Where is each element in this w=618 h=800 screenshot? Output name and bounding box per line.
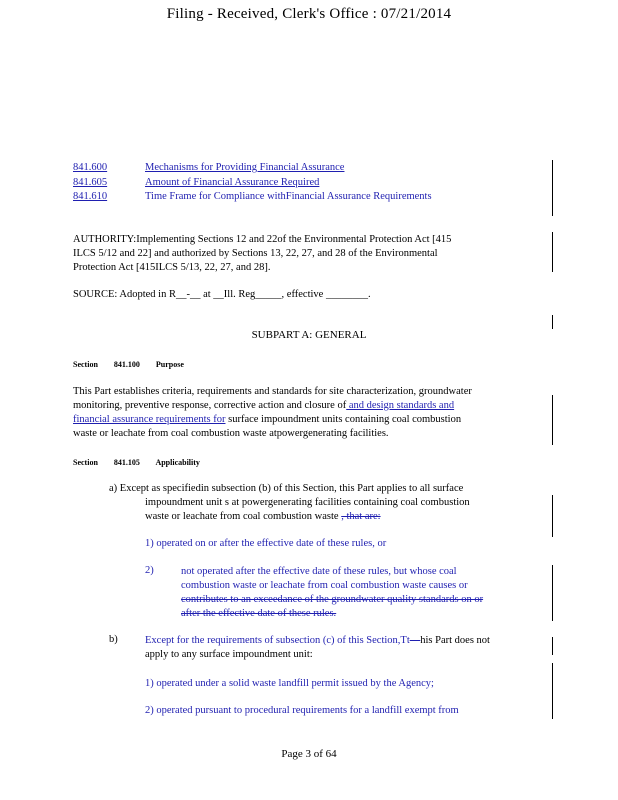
subitem-line: not operated after the effective date of these rules, but whose coal [181,566,457,577]
page-number: Page 3 of 64 [281,748,337,760]
item-b-label: b) [109,634,118,645]
item-a-paragraph [109,482,529,524]
change-bar [552,232,553,272]
section-number: 841.105 [113,458,140,467]
deleted-text: contributes to an exceedance of the groundwater quality standards on or [181,594,484,605]
item-a-subitem-2 [181,565,531,621]
section-heading-841-105 [73,458,200,467]
item-a-subitem-2-number: 2) [145,565,154,576]
inserted-text: and design standards and [346,400,455,411]
subpart-title: SUBPART A: GENERAL [251,329,367,341]
item-b-paragraph [145,634,535,662]
toc-title: Mechanisms for Providing Financial Assurance [145,162,345,173]
purpose-paragraph [73,385,523,441]
section-label: Section [73,360,98,369]
change-bar [552,703,553,719]
item-a-line [109,510,529,524]
deleted-text: after the effective date of these rules. [181,608,337,619]
purpose-text: monitoring, preventive response, corrective action and closure of [73,400,347,411]
authority-line: AUTHORITY:Implementing Sections 12 and 22of the Environmental Protection Act [415 [73,234,452,245]
item-a-line: impoundment unit s at powergenerating facilities containing coal combustion [145,497,470,508]
toc-entry-841-605[interactable] [73,177,319,188]
toc-number: 841.605 [73,177,108,188]
inserted-text: Except for the requirements of subsection (c) of this Section,Tt [145,635,410,646]
toc-number: 841.600 [73,162,108,173]
authority-line: ILCS 5/12 and 22] and authorized by Sections 13, 22, 27, and 28 of the Environmental [73,248,438,259]
purpose-line: waste or leachate from coal combustion waste atpowergenerating facilities. [73,428,389,439]
change-bar [552,160,553,216]
inserted-text: financial assurance requirements for [73,414,226,425]
section-title: Purpose [155,360,184,369]
toc-entry-841-600[interactable] [73,162,344,173]
item-a-line: a) Except as specifiedin subsection (b) of this Section, this Part applies to all surface [109,483,464,494]
toc-title: Amount of Financial Assurance Required [145,177,320,188]
section-title: Applicability [155,458,200,467]
subitem-line: combustion waste or leachate from coal combustion waste causes or [181,580,468,591]
filing-header: Filing - Received, Clerk's Office : 07/21/2014 [166,6,452,22]
toc-entry-841-610[interactable] [73,191,432,202]
item-a-subitem-1: 1) operated on or after the effective date of these rules, or [145,538,387,549]
purpose-text: surface impoundment units containing coal combustion [225,414,462,425]
purpose-line [73,399,523,413]
section-number: 841.100 [113,360,140,369]
toc-number: 841.610 [73,191,108,202]
change-bar [552,315,553,329]
item-a-text: waste or leachate from coal combustion waste [145,511,342,522]
change-bar [552,637,553,655]
item-b-line: apply to any surface impoundment unit: [145,649,313,660]
section-heading-841-100 [73,360,184,369]
source-line: SOURCE: Adopted in R__-__ at __Ill. Reg_____, effective ________. [73,289,371,300]
item-b-subitem-1: 1) operated under a solid waste landfill permit issued by the Agency; [145,678,434,689]
item-b-line [145,634,535,648]
deleted-text: , that are: [341,511,381,522]
deleted-char: — [409,635,421,646]
authority-line: Protection Act [415ILCS 5/13, 22, 27, and 28]. [73,262,271,273]
toc-title: Time Frame for Compliance withFinancial Assurance Requirements [145,191,432,202]
item-b-text: his Part does not [420,635,490,646]
authority-paragraph [73,233,528,275]
section-label: Section [73,458,98,467]
change-bar [552,495,553,537]
change-bar [552,395,553,445]
purpose-line [73,413,523,427]
item-b-subitem-2: 2) operated pursuant to procedural requirements for a landfill exempt from [145,705,459,716]
change-bar [552,565,553,621]
purpose-line: This Part establishes criteria, requirements and standards for site characterization, groundwater [73,386,472,397]
